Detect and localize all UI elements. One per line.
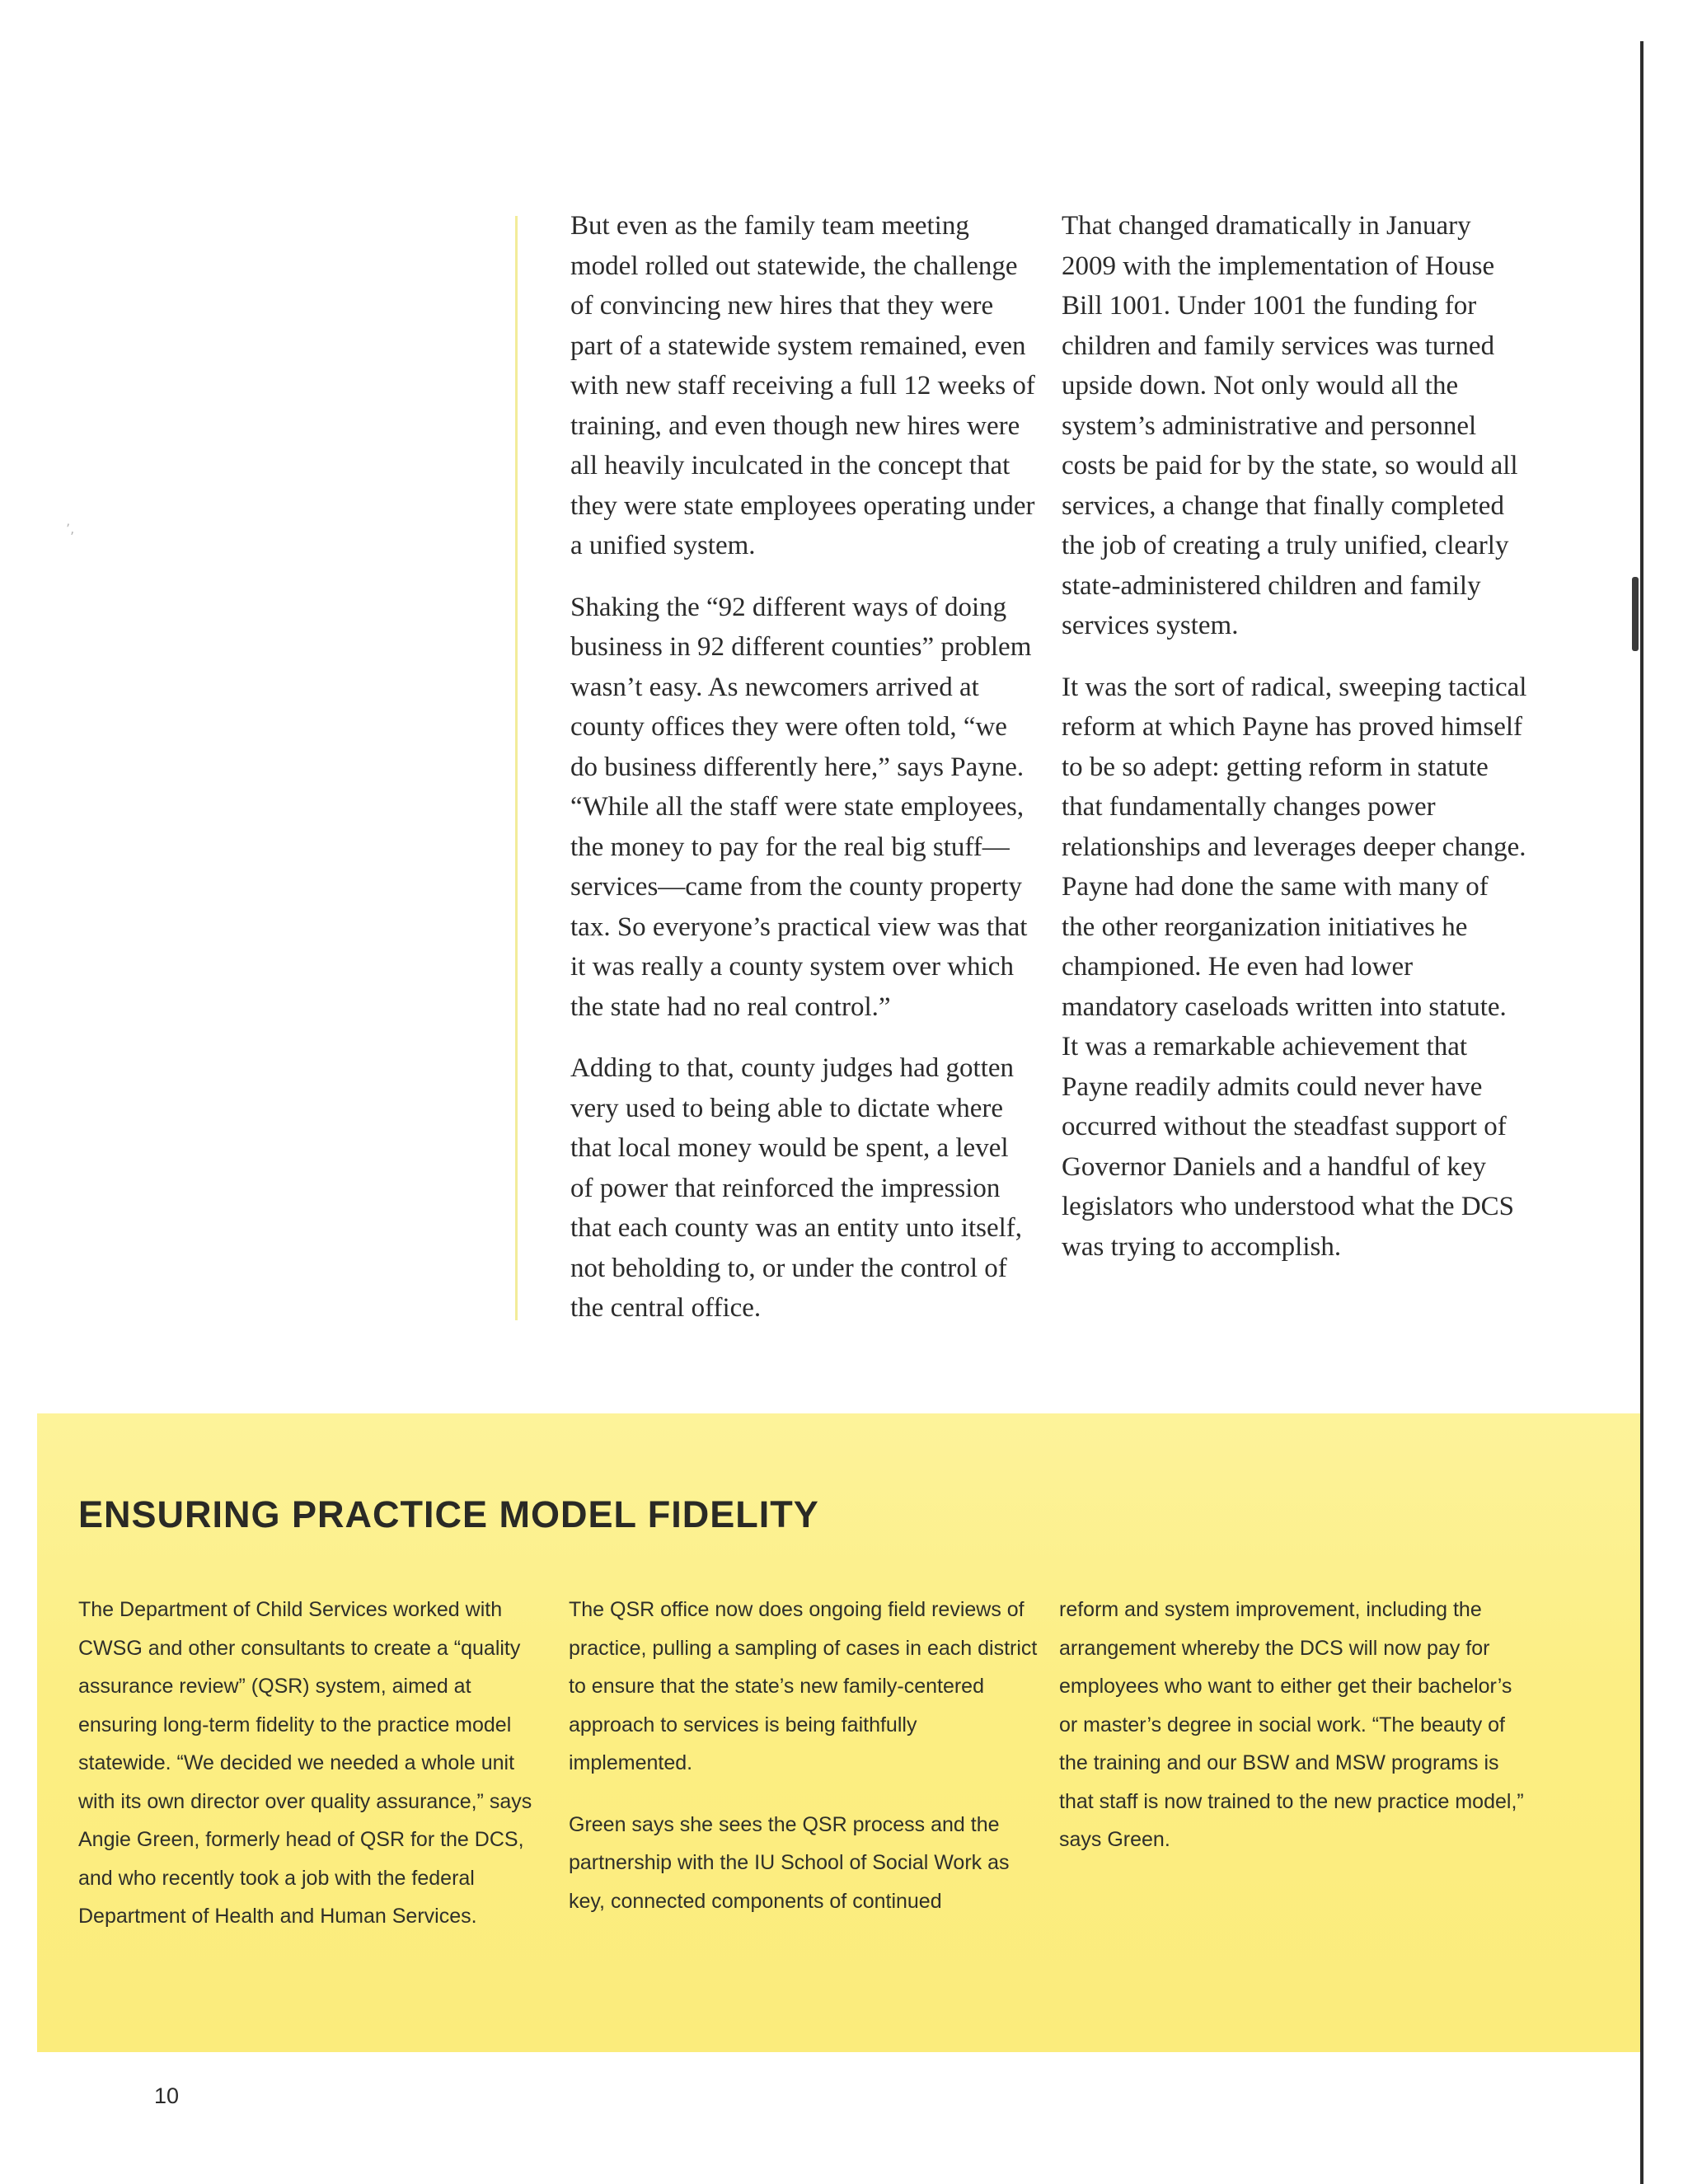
- page-number: 10: [154, 2083, 180, 2108]
- sidebar-title: ENSURING PRACTICE MODEL FIDELITY: [78, 1493, 819, 1535]
- column-rule: [515, 216, 518, 1320]
- page-edge-line: [1640, 41, 1643, 2184]
- binding-clip-mark: [1632, 577, 1639, 651]
- sidebar-paragraph: Green says she sees the QSR process and the partnership with the IU School of Social Work as key, connected components of continued: [569, 1812, 1010, 1913]
- sidebar-column-1: [78, 1591, 548, 1959]
- article-column-right: [1062, 206, 1527, 1288]
- sidebar-paragraph: reform and system improvement, including the arrangement whereby the DCS will now pay for employees who want to either get their bachelor’s or master’s degree in social work. “The beauty of the training and our BSW and MSW programs is that staff is now trained to the new practice model,” says Green.: [1059, 1598, 1524, 1851]
- paragraph: Shaking the “92 different ways of doing business in 92 different counties” problem wasn’t easy. As newcomers arrived at county offices they were often told, “we do business differently here,” says Payne. “While all the staff were state employees, the money to pay for the real big stuff—services—came from the county property tax. So everyone’s practical view was that it was really a county system over which the state had no real control.”: [570, 592, 1032, 1022]
- sidebar-paragraph: The QSR office now does ongoing field reviews of practice, pulling a sampling of cases in each district to ensure that the state’s new family-centered approach to services is being faithfully implemented.: [569, 1598, 1038, 1774]
- paragraph: But even as the family team meeting model rolled out statewide, the challenge of convincing new hires that they were part of a statewide system remained, even with new staff receiving a full 12 weeks of training, and even though new hires were all heavily inculcated in the concept that they were state employees operating under a unified system.: [570, 211, 1035, 560]
- scan-speck: ’,: [66, 521, 75, 537]
- sidebar-box: [37, 1413, 1640, 2052]
- paragraph: Adding to that, county judges had gotten very used to being able to dictate where that local money would be spent, a level of power that reinforced the impression that each county was an entity unto itself, not beholding to, or under the control of the central office.: [570, 1053, 1023, 1323]
- paragraph: That changed dramatically in January 2009 with the implementation of House Bill 1001. Under 1001 the funding for children and family services was turned upside down. Not only would all the system’s administrative and personnel costs be paid for by the state, so would all services, a change that finally completed the job of creating a truly unified, clearly state-administered children and family services system.: [1062, 211, 1518, 640]
- paragraph: It was the sort of radical, sweeping tactical reform at which Payne has proved himself to be so adept: getting reform in statute that fundamentally changes power relationships and leverages deeper change. Payne had done the same with many of the other reorganization initiatives he championed. He even had lower mandatory caseloads written into statute. It was a remarkable achievement that Payne readily admits could never have occurred without the steadfast support of Governor Daniels and a handful of key legislators who understood what the DCS was trying to accomplish.: [1062, 672, 1527, 1262]
- sidebar-paragraph: The Department of Child Services worked with CWSG and other consultants to create a “quality assurance review” (QSR) system, aimed at ensuring long-term fidelity to the practice model statewide. “We decided we needed a whole unit with its own director over quality assurance,” says Angie Green, formerly head of QSR for the DCS, and who recently took a job with the federal Department of Health and Human Services.: [78, 1598, 532, 1928]
- sidebar-column-2: [569, 1591, 1039, 1943]
- sidebar-column-3: [1059, 1591, 1529, 1882]
- article-column-left: [570, 206, 1036, 1350]
